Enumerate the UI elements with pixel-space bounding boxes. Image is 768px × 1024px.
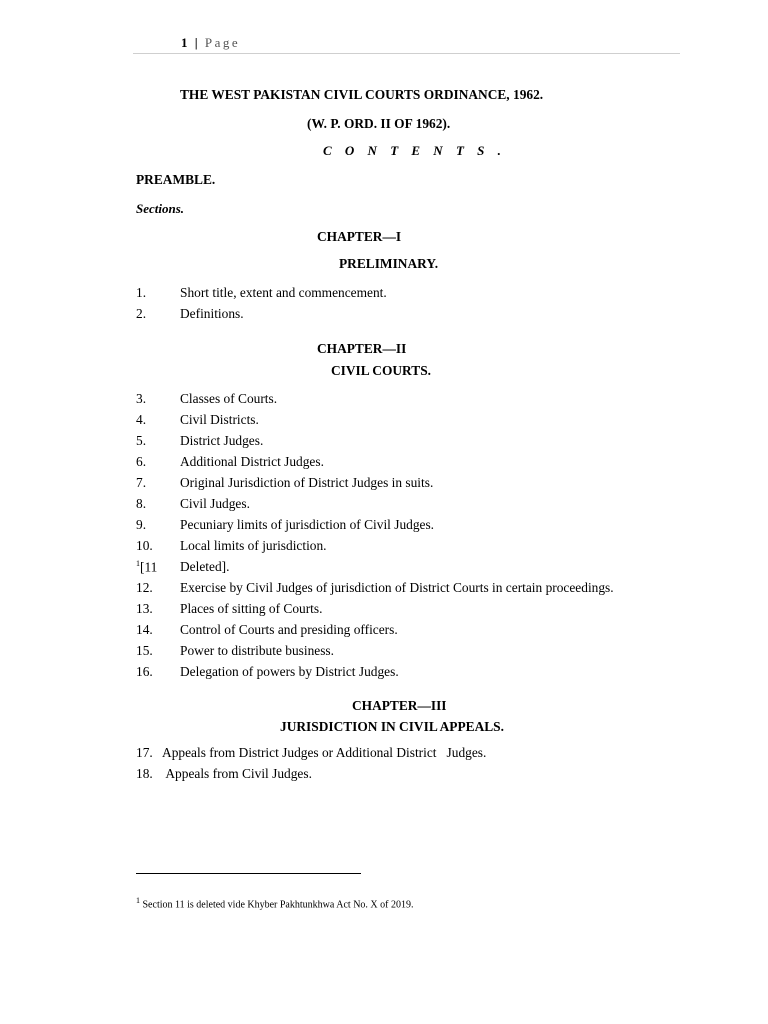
- section-number: 12.: [136, 580, 153, 595]
- chapter-1-subtitle: PRELIMINARY.: [339, 256, 439, 271]
- section-number: 15.: [136, 643, 153, 658]
- section-title: Civil Judges.: [180, 496, 250, 511]
- section-title: Delegation of powers by District Judges.: [180, 664, 399, 679]
- footnote-reference: 1: [136, 559, 140, 568]
- section-title: Control of Courts and presiding officers.: [180, 622, 398, 637]
- footnote-separator: [136, 873, 361, 874]
- header-rule: [133, 53, 680, 54]
- section-title: District Judges.: [180, 433, 264, 448]
- ordinance-reference: (W. P. ORD. II OF 1962).: [307, 116, 451, 131]
- page-header: [181, 35, 240, 51]
- chapter-2-subtitle: CIVIL COURTS.: [331, 363, 431, 378]
- chapter-3-heading: CHAPTER—III: [352, 698, 447, 713]
- section-number: 3.: [136, 391, 147, 406]
- section-title: Original Jurisdiction of District Judges in suits.: [180, 475, 434, 490]
- section-title: Power to distribute business.: [180, 643, 334, 658]
- section-title: Pecuniary limits of jurisdiction of Civil Judges.: [180, 517, 435, 532]
- section-title: Definitions.: [180, 306, 244, 321]
- section-number: 16.: [136, 664, 153, 679]
- list-item: 18. Appeals from Civil Judges.: [136, 766, 312, 781]
- header-separator: |: [194, 35, 198, 50]
- document-title: THE WEST PAKISTAN CIVIL COURTS ORDINANCE, 1962.: [180, 87, 544, 102]
- section-number: 4.: [136, 412, 147, 427]
- page-word: Page: [204, 35, 241, 50]
- section-number: 9.: [136, 517, 147, 532]
- section-number: 5.: [136, 433, 147, 448]
- footnote-marker: 1: [136, 896, 140, 905]
- section-title: Deleted].: [180, 559, 230, 574]
- page-number: 1: [181, 35, 188, 50]
- section-title: Exercise by Civil Judges of jurisdiction of District Courts in certain proceedings.: [180, 580, 614, 595]
- chapter-2-heading: CHAPTER—II: [317, 341, 407, 356]
- section-number: $^1$[11: [136, 559, 158, 575]
- preamble-heading: PREAMBLE.: [136, 172, 216, 187]
- section-title: Additional District Judges.: [180, 454, 324, 469]
- section-title: Civil Districts.: [180, 412, 259, 427]
- section-number: 2.: [136, 306, 147, 321]
- section-number: 8.: [136, 496, 147, 511]
- footnote: [136, 896, 413, 910]
- sections-label: Sections.: [136, 201, 185, 216]
- contents-label: C O N T E N T S .: [323, 143, 506, 158]
- section-number: 6.: [136, 454, 147, 469]
- section-title: Classes of Courts.: [180, 391, 278, 406]
- section-number: 10.: [136, 538, 153, 553]
- section-number: 1.: [136, 285, 147, 300]
- chapter-3-subtitle: JURISDICTION IN CIVIL APPEALS.: [280, 719, 504, 734]
- section-title: Places of sitting of Courts.: [180, 601, 323, 616]
- chapter-1-heading: CHAPTER—I: [317, 229, 402, 244]
- section-number: 14.: [136, 622, 153, 637]
- section-number: 7.: [136, 475, 147, 490]
- section-title: Local limits of jurisdiction.: [180, 538, 327, 553]
- list-item: 17. Appeals from District Judges or Additional District Judges.: [136, 745, 487, 760]
- section-number: 13.: [136, 601, 153, 616]
- footnote-text: Section 11 is deleted vide Khyber Pakhtunkhwa Act No. X of 2019.: [140, 899, 414, 911]
- section-title: Short title, extent and commencement.: [180, 285, 387, 300]
